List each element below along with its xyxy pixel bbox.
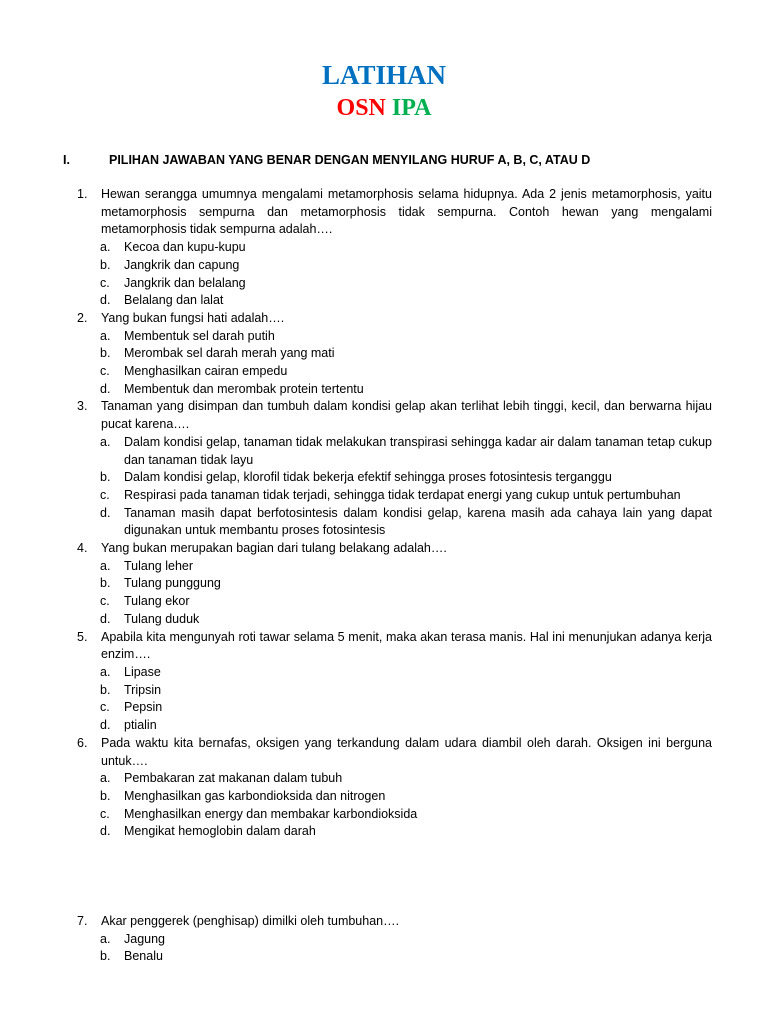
- option-text: Kecoa dan kupu-kupu: [124, 240, 246, 255]
- option-letter: c.: [100, 700, 110, 715]
- option-text: Mengikat hemoglobin dalam darah: [124, 824, 316, 839]
- answer-option[interactable]: [100, 611, 712, 629]
- option-letter: c.: [100, 364, 110, 379]
- option-text: Membentuk dan merombak protein tertentu: [124, 381, 364, 396]
- option-list: [0, 664, 768, 735]
- option-letter: b.: [100, 576, 111, 591]
- option-text: Tripsin: [124, 682, 162, 697]
- option-letter: d.: [100, 611, 111, 626]
- answer-option[interactable]: [100, 558, 712, 576]
- question-number: 5.: [77, 629, 88, 644]
- option-letter: b.: [100, 682, 111, 697]
- question-text: [77, 735, 712, 770]
- option-letter: b.: [100, 788, 111, 803]
- question-item: [0, 398, 768, 540]
- question-body: Akar penggerek (penghisap) dimilki oleh tumbuhan….: [101, 914, 400, 929]
- title-ipa: IPA: [391, 95, 432, 121]
- section-heading: [63, 152, 590, 168]
- option-letter: a.: [100, 771, 111, 786]
- answer-option[interactable]: [100, 275, 712, 293]
- option-text: Tulang punggung: [124, 576, 221, 591]
- question-number: 1.: [77, 187, 88, 201]
- answer-option[interactable]: [100, 717, 712, 735]
- question-item: [0, 310, 768, 399]
- option-letter: c.: [100, 487, 110, 502]
- option-text: Menghasilkan cairan empedu: [124, 364, 288, 379]
- option-text: Tulang duduk: [124, 611, 200, 626]
- option-letter: c.: [100, 806, 110, 821]
- option-letter: b.: [100, 470, 111, 485]
- option-text: Pembakaran zat makanan dalam tubuh: [124, 771, 343, 786]
- option-letter: d.: [100, 824, 111, 839]
- option-list: [0, 239, 768, 310]
- answer-option[interactable]: [100, 469, 712, 487]
- option-text: Menghasilkan gas karbondioksida dan nitrogen: [124, 788, 386, 803]
- answer-option[interactable]: [100, 575, 712, 593]
- section-number: I.: [63, 153, 70, 167]
- option-list: [0, 558, 768, 629]
- question-text: [77, 540, 712, 558]
- option-text: Merombak sel darah merah yang mati: [124, 346, 335, 361]
- option-text: Jangkrik dan belalang: [124, 275, 246, 290]
- question-text: [77, 629, 712, 664]
- option-letter: a.: [100, 240, 111, 255]
- option-text: Dalam kondisi gelap, tanaman tidak melakukan transpirasi sehingga kadar air dalam tanaman tetap cukup dan tanaman tidak layu: [124, 434, 712, 467]
- answer-option[interactable]: [100, 682, 712, 700]
- option-letter: d.: [100, 505, 111, 520]
- option-letter: a.: [100, 434, 111, 449]
- option-text: Membentuk sel darah putih: [124, 328, 275, 343]
- question-text: [77, 913, 712, 931]
- answer-option[interactable]: [100, 823, 712, 841]
- option-letter: b.: [100, 346, 111, 361]
- option-letter: b.: [100, 257, 111, 272]
- option-text: Dalam kondisi gelap, klorofil tidak bekerja efektif sehingga proses fotosintesis terganggu: [124, 470, 612, 485]
- question-number: 4.: [77, 541, 88, 556]
- title-osn-ipa: [0, 96, 768, 120]
- question-item: [0, 913, 768, 966]
- answer-option[interactable]: [100, 381, 712, 399]
- question-text: [77, 186, 712, 239]
- question-list: [0, 186, 768, 966]
- question-body: Apabila kita mengunyah roti tawar selama 5 menit, maka akan terasa manis. Hal ini menunjukan adanya kerja enzim….: [101, 629, 712, 662]
- question-number: 6.: [77, 735, 88, 750]
- answer-option[interactable]: [100, 257, 712, 275]
- option-list: [0, 931, 768, 966]
- option-letter: d.: [100, 718, 111, 733]
- answer-option[interactable]: [100, 363, 712, 381]
- question-body: Hewan serangga umumnya mengalami metamorphosis selama hidupnya. Ada 2 jenis metamorphosis, yaitu metamorphosis sempurna dan metamorphosis tidak sempurna. Contoh hewan yang mengalami metamorphosis tidak sempurna adalah….: [101, 187, 712, 237]
- section-title: PILIHAN JAWABAN YANG BENAR DENGAN MENYILANG HURUF A, B, C, ATAU D: [109, 153, 591, 167]
- option-text: Benalu: [124, 949, 163, 964]
- answer-option[interactable]: [100, 487, 712, 505]
- question-number: 2.: [77, 310, 88, 325]
- answer-option[interactable]: [100, 699, 712, 717]
- question-body: Yang bukan fungsi hati adalah….: [101, 310, 285, 325]
- option-letter: a.: [100, 558, 111, 573]
- answer-option[interactable]: [100, 664, 712, 682]
- question-number: 7.: [77, 914, 88, 929]
- answer-option[interactable]: [100, 948, 712, 966]
- option-letter: a.: [100, 328, 111, 343]
- answer-option[interactable]: [100, 806, 712, 824]
- answer-option[interactable]: [100, 505, 712, 540]
- option-text: Respirasi pada tanaman tidak terjadi, sehingga tidak terdapat energi yang cukup untuk pertumbuhan: [124, 487, 681, 502]
- answer-option[interactable]: [100, 328, 712, 346]
- question-item: [0, 186, 768, 310]
- option-text: Jagung: [124, 931, 166, 946]
- answer-option[interactable]: [100, 770, 712, 788]
- answer-option[interactable]: [100, 345, 712, 363]
- option-text: Pepsin: [124, 700, 163, 715]
- option-text: Belalang dan lalat: [124, 293, 224, 308]
- option-text: Tulang ekor: [124, 594, 190, 609]
- option-letter: c.: [100, 275, 110, 290]
- option-list: [0, 434, 768, 540]
- option-letter: b.: [100, 949, 111, 964]
- question-item: [0, 735, 768, 841]
- answer-option[interactable]: [100, 434, 712, 469]
- answer-option[interactable]: [100, 292, 712, 310]
- question-item: [0, 540, 768, 629]
- option-text: ptialin: [124, 718, 157, 733]
- answer-option[interactable]: [100, 788, 712, 806]
- option-letter: d.: [100, 381, 111, 396]
- question-body: Yang bukan merupakan bagian dari tulang belakang adalah….: [101, 541, 447, 556]
- answer-option[interactable]: [100, 593, 712, 611]
- title-latihan: LATIHAN: [321, 60, 447, 90]
- question-item: [0, 629, 768, 735]
- question-text: [77, 398, 712, 433]
- option-letter: c.: [100, 594, 110, 609]
- question-text: [77, 310, 712, 328]
- question-body: Tanaman yang disimpan dan tumbuh dalam kondisi gelap akan terlihat lebih tinggi, kecil, dan berwarna hijau pucat karena….: [101, 399, 712, 432]
- option-list: [0, 770, 768, 841]
- question-body: Pada waktu kita bernafas, oksigen yang terkandung dalam udara diambil oleh darah. Oksigen ini berguna untuk….: [101, 735, 712, 768]
- option-text: Lipase: [124, 664, 161, 679]
- option-text: Jangkrik dan capung: [124, 257, 240, 272]
- question-number: 3.: [77, 399, 88, 414]
- option-text: Tulang leher: [124, 558, 194, 573]
- answer-option[interactable]: [100, 931, 712, 949]
- option-text: Menghasilkan energy dan membakar karbondioksida: [124, 806, 418, 821]
- option-letter: a.: [100, 931, 111, 946]
- answer-option[interactable]: [100, 239, 712, 257]
- option-letter: a.: [100, 664, 111, 679]
- option-list: [0, 328, 768, 399]
- option-text: Tanaman masih dapat berfotosintesis dalam kondisi gelap, karena masih ada cahaya lain yang dapat digunakan untuk membantu proses fotosintesis: [124, 505, 712, 538]
- option-letter: d.: [100, 293, 111, 308]
- title-osn: OSN: [336, 95, 386, 121]
- page-gap: [0, 841, 768, 913]
